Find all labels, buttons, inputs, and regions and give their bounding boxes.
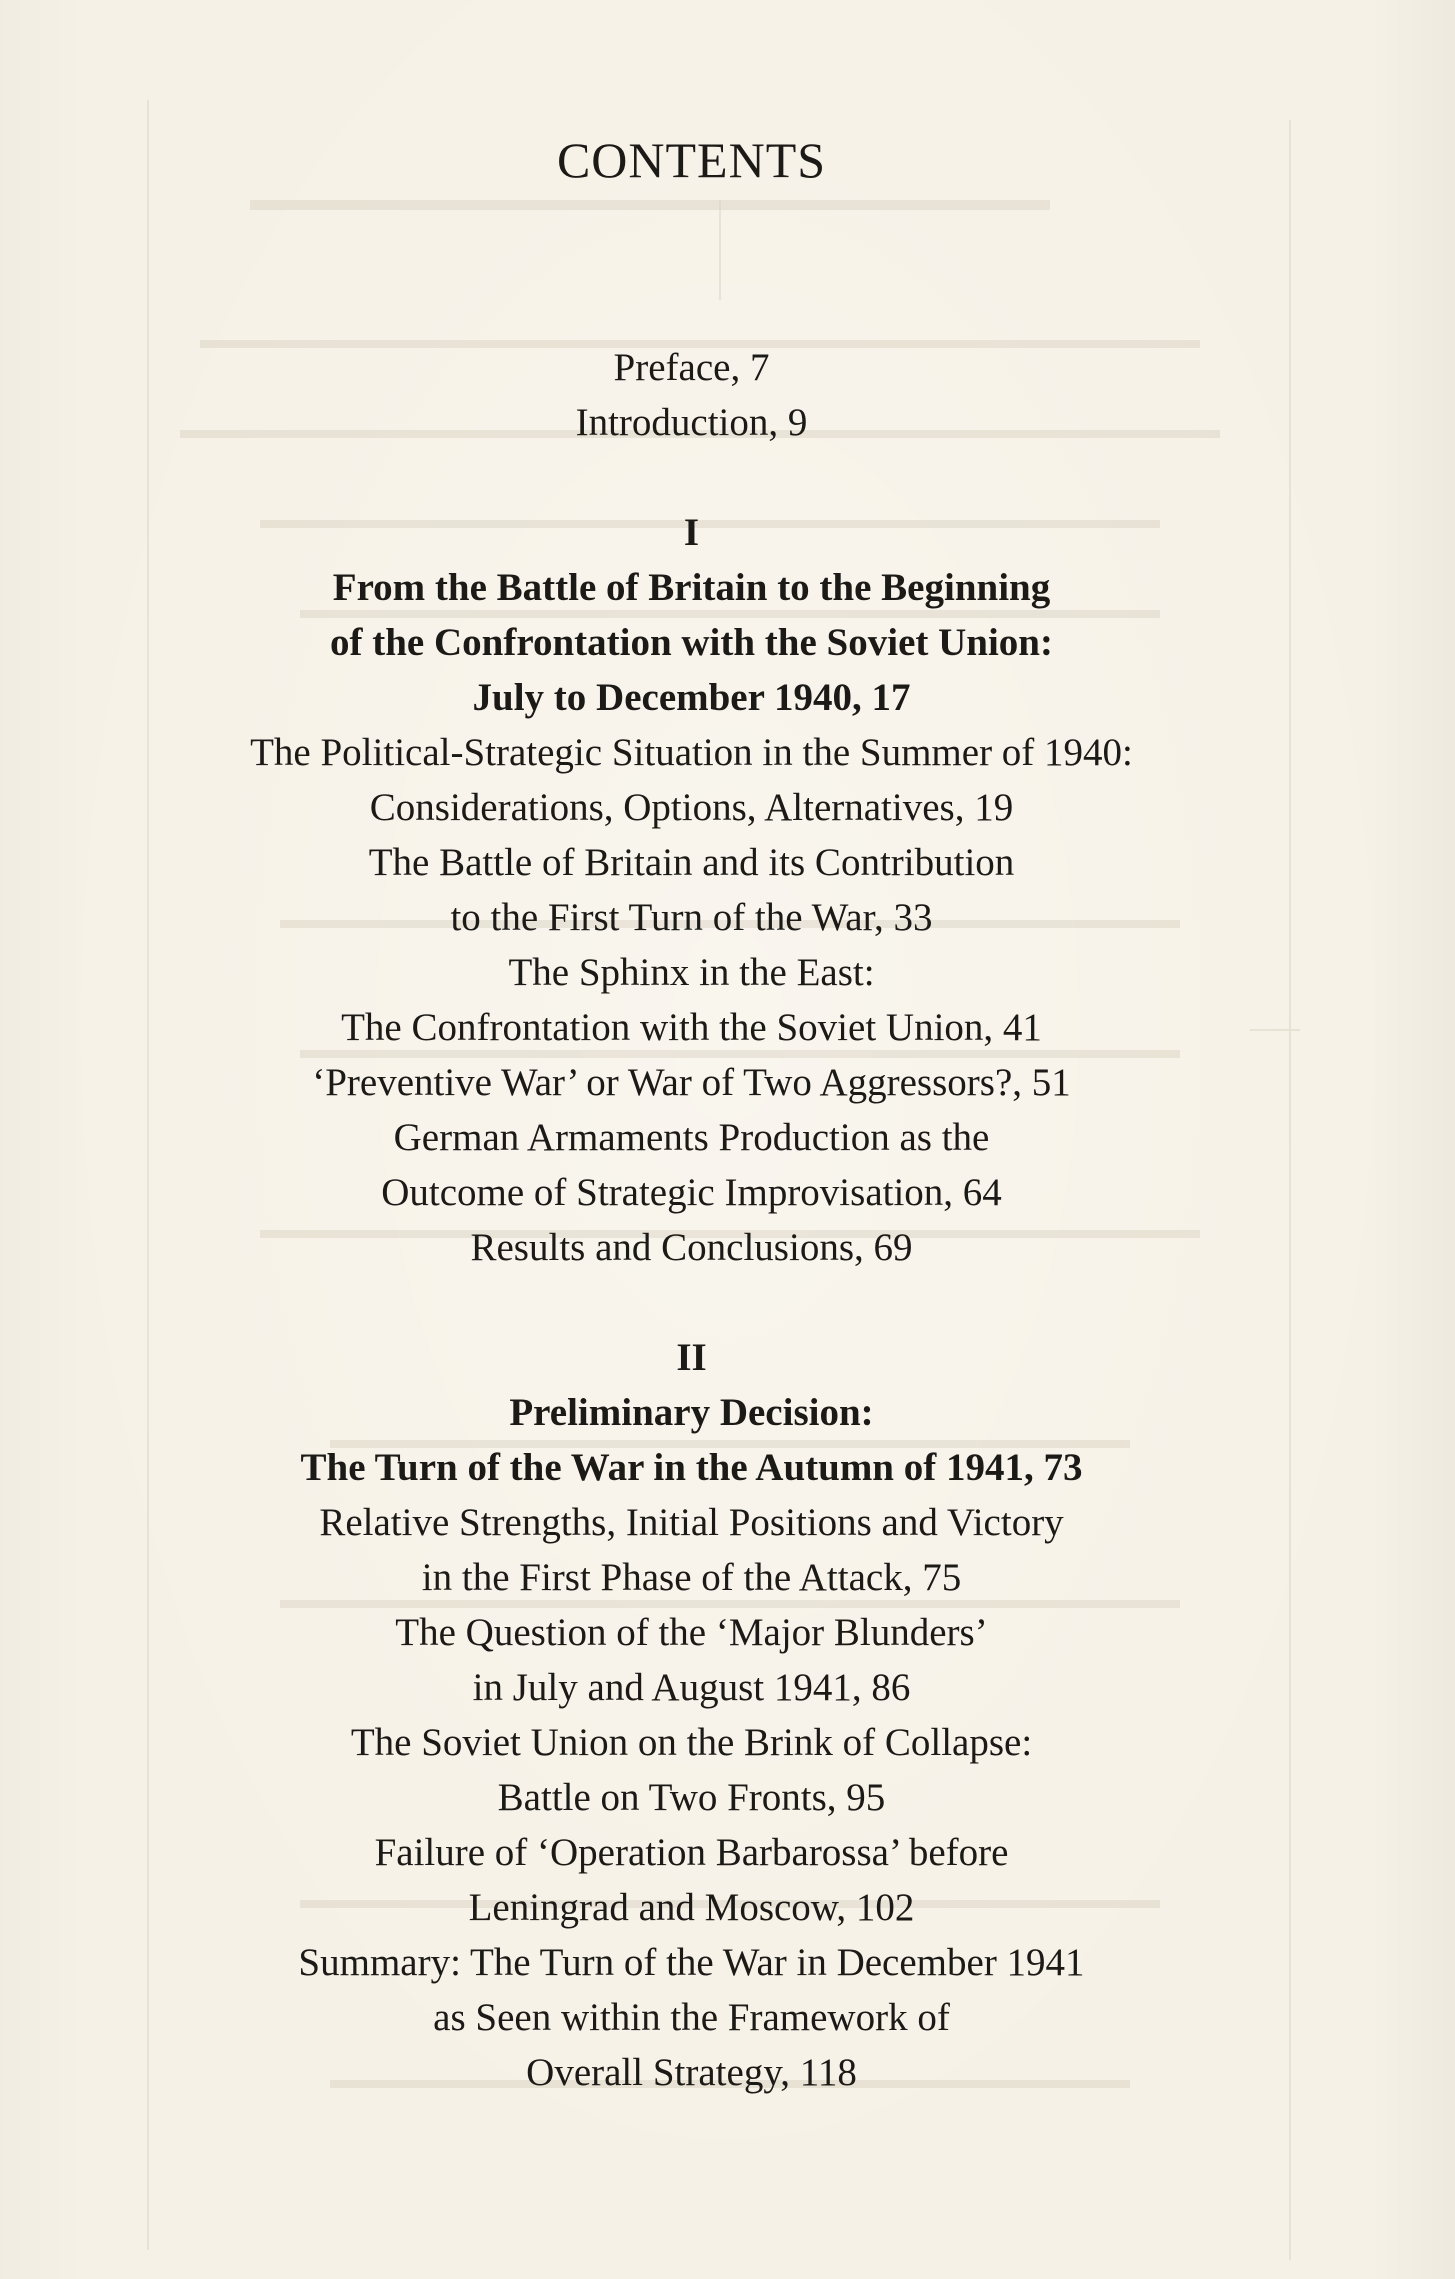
toc-entry-line: in the First Phase of the Attack, 75	[421, 1556, 962, 1599]
front-matter	[0, 340, 1383, 450]
toc-entry-line: The Battle of Britain and its Contribution	[368, 841, 1015, 884]
part-heading-line: July to December 1940, 17	[472, 676, 911, 719]
toc-entry-line: Relative Strengths, Initial Positions and Victory	[319, 1501, 1064, 1544]
part-gap	[0, 450, 1383, 505]
toc-entry-line: Summary: The Turn of the War in December 1941	[298, 1941, 1085, 1984]
page-title: CONTENTS	[556, 132, 827, 188]
contents-block	[0, 120, 1383, 2100]
part-numeral: I	[683, 511, 700, 554]
part-1	[0, 505, 1383, 1275]
toc-entry-line: Battle on Two Fronts, 95	[497, 1776, 886, 1819]
toc-entry-line: Outcome of Strategic Improvisation, 64	[381, 1171, 1002, 1214]
toc-entry-line: Leningrad and Moscow, 102	[468, 1886, 915, 1929]
toc-entry-line: Considerations, Options, Alternatives, 19	[369, 786, 1014, 829]
toc-entry-line: Overall Strategy, 118	[526, 2051, 857, 2094]
toc-entry-line: The Question of the ‘Major Blunders’	[395, 1611, 988, 1654]
part-numeral: II	[676, 1336, 707, 1379]
toc-entry-line: Results and Conclusions, 69	[470, 1226, 913, 1269]
toc-entry-preface: Preface, 7	[613, 346, 770, 389]
toc-entry-line: The Sphinx in the East:	[508, 951, 875, 994]
toc-entry-line: The Confrontation with the Soviet Union, 41	[341, 1006, 1042, 1049]
toc-entry-line: Failure of ‘Operation Barbarossa’ before	[374, 1831, 1009, 1874]
toc-entry-line: as Seen within the Framework of	[433, 1996, 950, 2039]
part-heading-line: The Turn of the War in the Autumn of 1941, 73	[300, 1446, 1083, 1489]
toc-entry-line: The Political-Strategic Situation in the Summer of 1940:	[250, 731, 1133, 774]
title-gap	[0, 200, 1383, 340]
part-2	[0, 1330, 1383, 2100]
toc-entry-line: to the First Turn of the War, 33	[450, 896, 933, 939]
part-heading-line: From the Battle of Britain to the Beginning	[332, 566, 1051, 609]
toc-entry-introduction: Introduction, 9	[575, 401, 808, 444]
part-gap	[0, 1275, 1383, 1330]
part-heading-line: of the Confrontation with the Soviet Union:	[330, 621, 1053, 664]
part-heading-line: Preliminary Decision:	[509, 1391, 874, 1434]
toc-entry-line: in July and August 1941, 86	[472, 1666, 911, 1709]
toc-entry-line: ‘Preventive War’ or War of Two Aggressors?, 51	[312, 1061, 1071, 1104]
toc-entry-line: The Soviet Union on the Brink of Collapse:	[350, 1721, 1033, 1764]
toc-entry-line: German Armaments Production as the	[393, 1116, 990, 1159]
